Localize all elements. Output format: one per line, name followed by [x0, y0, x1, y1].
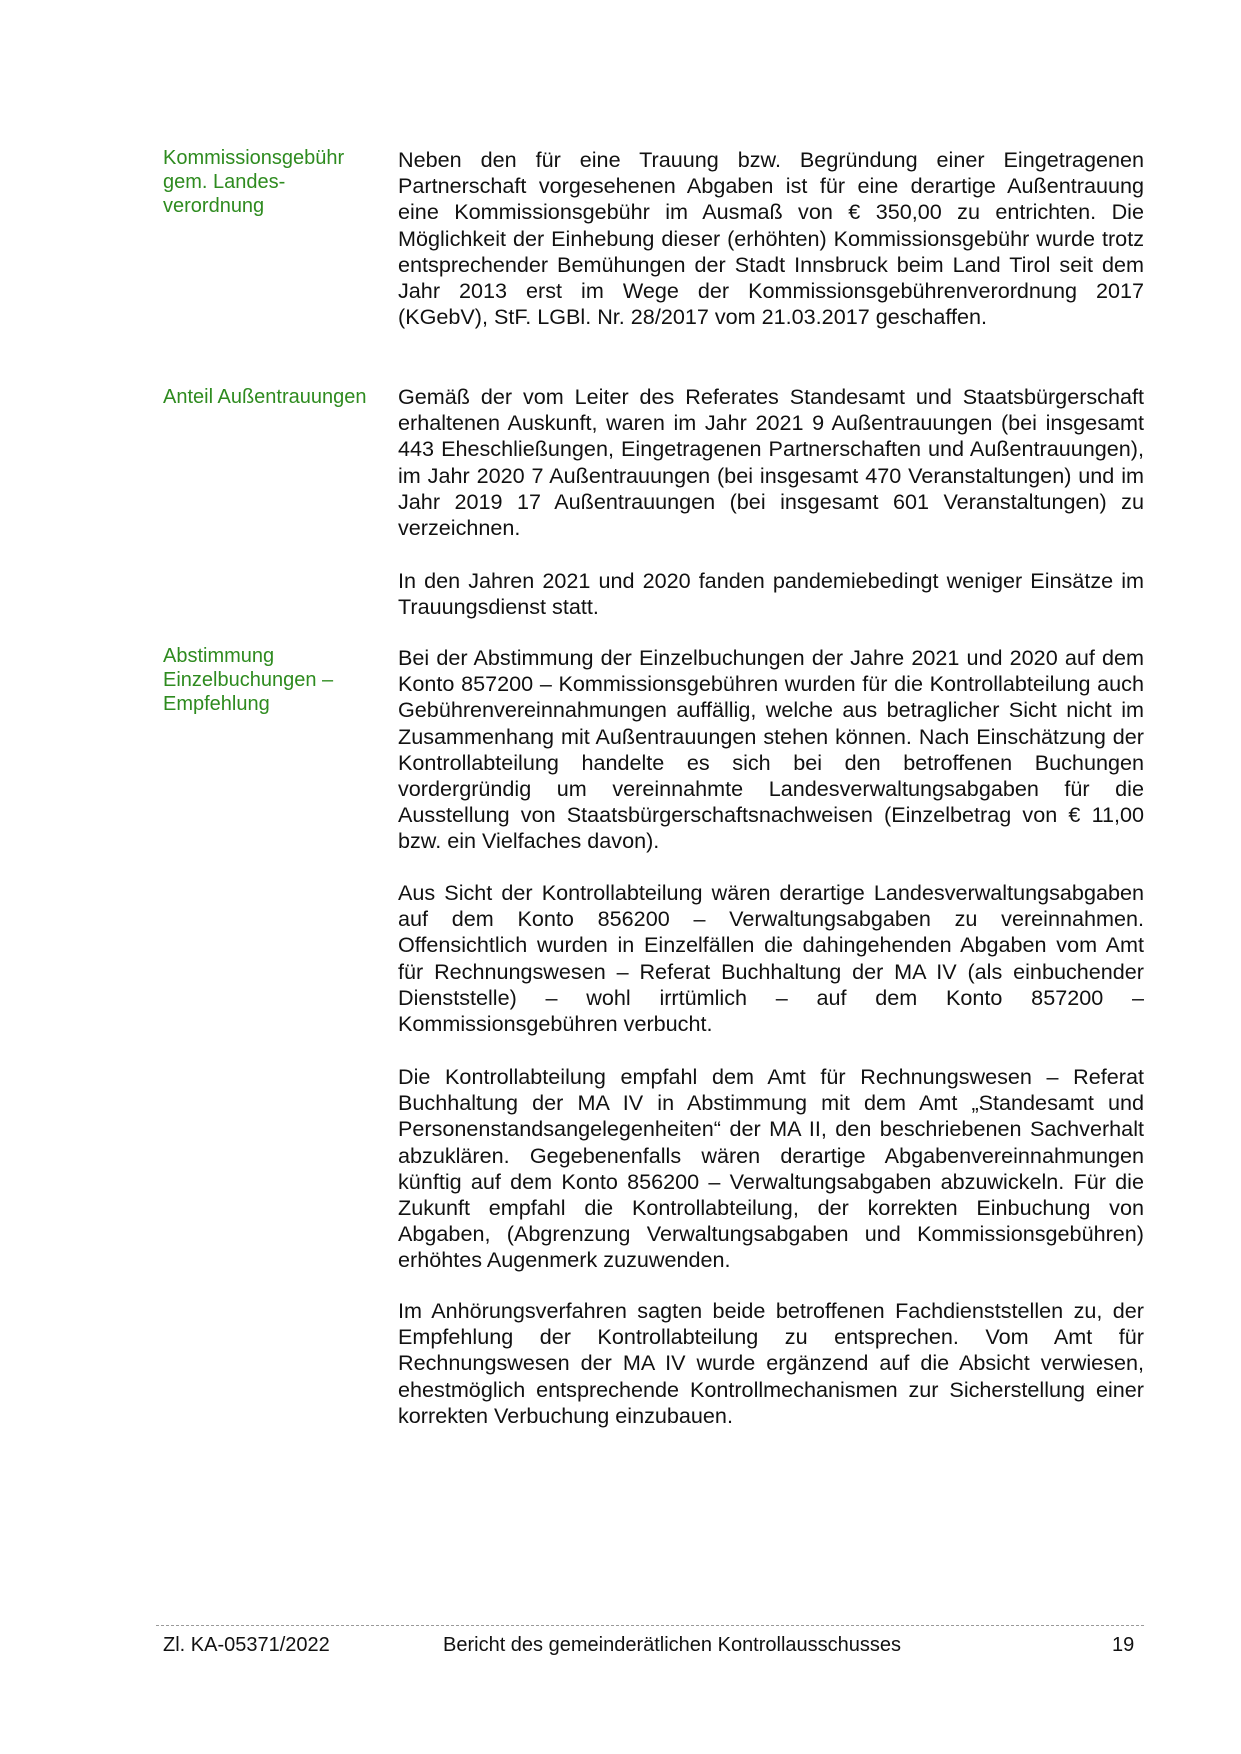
paragraph-abstimmung: Bei der Abstimmung der Einzelbuchungen der Jahre 2021 und 2020 auf dem Konto 857200 – Kommissionsgebühren wurden für die Kontrollabteilung auch Gebührenvereinnahmungen auffällig, welche aus betraglicher Sicht nicht im Zusammenhang mit Außentrauungen stehen können. Nach Einschätzung der Kontrollabteilung handelte es sich bei den betroffenen Buchungen vordergründig um vereinnahmte Landesverwaltungsabgaben für die Ausstellung von Staatsbürgerschaftsnachweisen (Einzelbetrag von € 11,00 bzw. ein Vielfaches davon). — [398, 645, 1144, 854]
footer-divider — [156, 1625, 1144, 1626]
paragraph-kommissionsgebuehr: Neben den für eine Trauung bzw. Begründung einer Eingetragenen Partnerschaft vorgesehenen Abgaben ist für eine derartige Außentrauung eine Kommissionsgebühr im Ausmaß von € 350,00 zu entrichten. Die Möglichkeit der Einhebung dieser (erhöhten) Kommissionsgebühr wurde trotz entsprechender Bemühungen der Stadt Innsbruck beim Land Tirol seit dem Jahr 2013 erst im Wege der Kommissionsgebührenverordnung 2017 (KGebV), StF. LGBl. Nr. 28/2017 vom 21.03.2017 geschaffen. — [398, 147, 1144, 330]
margin-note-line: verordnung — [163, 195, 265, 217]
page-number: 19 — [1112, 1634, 1135, 1656]
paragraph-empfehlung: Die Kontrollabteilung empfahl dem Amt für Rechnungswesen – Referat Buchhaltung der MA IV in Abstimmung mit dem Amt „Standesamt und Personenstandsangelegenheiten“ der MA II, den beschriebenen Sachverhalt abzuklären. Gegebenenfalls wären derartige Abgabenvereinnahmungen künftig auf dem Konto 856200 – Verwaltungsabgaben abzuwickeln. Für die Zukunft empfahl die Kontrollabteilung, der korrekten Einbuchung von Abgaben, (Abgrenzung Verwaltungsabgaben und Kommissionsgebühren) erhöhtes Augenmerk zuzuwenden. — [398, 1064, 1144, 1273]
paragraph-anteil-aussentrauungen: Gemäß der vom Leiter des Referates Standesamt und Staatsbürgerschaft erhaltenen Auskunft, waren im Jahr 2021 9 Außentrauungen (bei insgesamt 443 Eheschließungen, Eingetragenen Partnerschaften und Außentrauungen), im Jahr 2020 7 Außentrauungen (bei insgesamt 470 Veranstaltungen) und im Jahr 2019 17 Außentrauungen (bei insgesamt 601 Veranstaltungen) zu verzeichnen. — [398, 384, 1144, 541]
margin-note-abstimmung-einzelbuchungen — [163, 644, 378, 716]
paragraph-pandemie: In den Jahren 2021 und 2020 fanden pandemiebedingt weniger Einsätze im Trauungsdienst statt. — [398, 568, 1144, 620]
margin-note-kommissionsgebuehr — [163, 146, 378, 218]
footer-reference: Zl. KA-05371/2022 — [163, 1634, 330, 1656]
margin-note-line: Empfehlung — [163, 693, 270, 715]
margin-note-line: gem. Landes- — [163, 171, 286, 193]
margin-note-line: Kommissionsgebühr — [163, 147, 345, 169]
margin-note-anteil-aussentrauungen — [163, 385, 378, 409]
footer-title: Bericht des gemeinderätlichen Kontrollausschusses — [443, 1634, 902, 1656]
margin-note-line: Einzelbuchungen – — [163, 669, 334, 691]
margin-note-line: Abstimmung — [163, 645, 275, 667]
paragraph-anhoerungsverfahren: Im Anhörungsverfahren sagten beide betroffenen Fachdienststellen zu, der Empfehlung der Kontrollabteilung zu entsprechen. Vom Amt für Rechnungswesen der MA IV wurde ergänzend auf die Absicht verwiesen, ehestmöglich entsprechende Kontrollmechanismen zur Sicherstellung einer korrekten Verbuchung einzubauen. — [398, 1298, 1144, 1428]
margin-note-line: Anteil Außentrauungen — [163, 386, 367, 408]
paragraph-sicht-kontrollabteilung: Aus Sicht der Kontrollabteilung wären derartige Landesverwaltungsabgaben auf dem Konto 856200 – Verwaltungsabgaben zu vereinnahmen. Offensichtlich wurden in Einzelfällen die dahingehenden Abgaben vom Amt für Rechnungswesen – Referat Buchhaltung der MA IV (als einbuchender Dienststelle) – wohl irrtümlich – auf dem Konto 857200 – Kommissionsgebühren verbucht. — [398, 880, 1144, 1037]
